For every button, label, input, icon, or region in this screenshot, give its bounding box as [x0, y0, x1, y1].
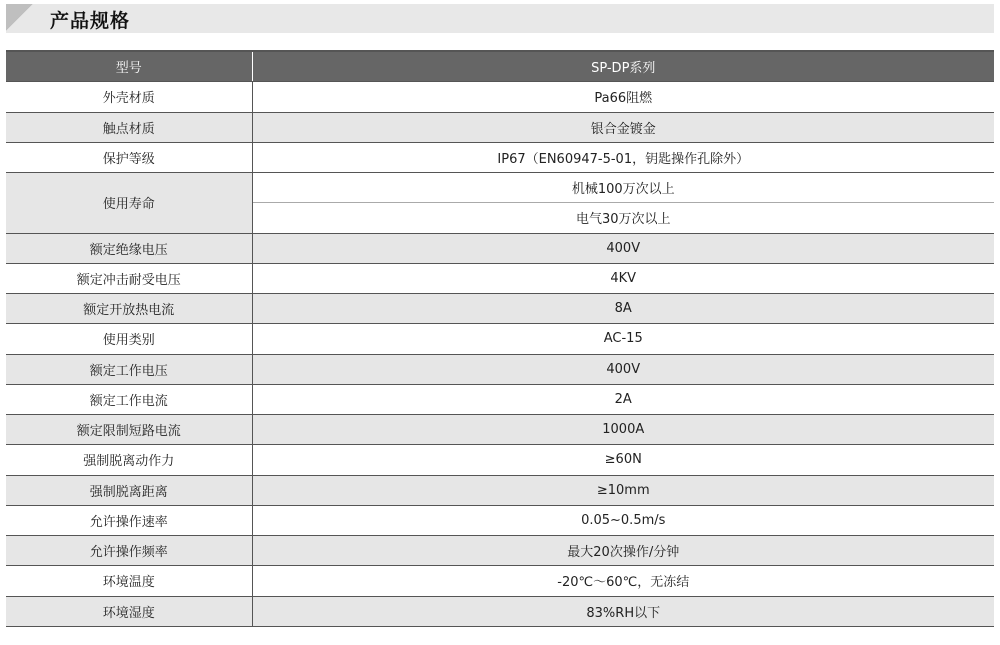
- row-label: 额定工作电流: [6, 384, 252, 414]
- row-value: 400V: [252, 233, 994, 263]
- row-label: 允许操作频率: [6, 536, 252, 566]
- row-label: 额定工作电压: [6, 354, 252, 384]
- row-value: 2A: [252, 384, 994, 414]
- row-label: 强制脱离距离: [6, 475, 252, 505]
- table-row: [6, 445, 994, 475]
- table-row: [6, 233, 994, 263]
- header-model-value: SP-DP系列: [252, 52, 994, 82]
- row-value: 4KV: [252, 263, 994, 293]
- table-row: [6, 536, 994, 566]
- row-value: 机械100万次以上: [252, 173, 994, 203]
- row-label: 环境湿度: [6, 596, 252, 626]
- table-row: [6, 384, 994, 414]
- row-label: 额定限制短路电流: [6, 415, 252, 445]
- table-row: [6, 415, 994, 445]
- row-label: 触点材质: [6, 112, 252, 142]
- row-value: ≥60N: [252, 445, 994, 475]
- table-row: [6, 112, 994, 142]
- title-decoration-icon: [6, 4, 36, 33]
- table-row: [6, 82, 994, 112]
- table-row: [6, 324, 994, 354]
- row-label: 额定开放热电流: [6, 294, 252, 324]
- row-label: 允许操作速率: [6, 505, 252, 535]
- row-value: 0.05~0.5m/s: [252, 505, 994, 535]
- row-value: 最大20次操作/分钟: [252, 536, 994, 566]
- row-value: ≥10mm: [252, 475, 994, 505]
- row-value: -20℃～60℃，无冻结: [252, 566, 994, 596]
- row-label: 使用寿命: [6, 173, 252, 234]
- table-row: [6, 475, 994, 505]
- table-header-row: [6, 52, 994, 82]
- table-row: [6, 263, 994, 293]
- section-title-bar: [6, 4, 994, 33]
- table-row: [6, 294, 994, 324]
- row-label: 额定冲击耐受电压: [6, 263, 252, 293]
- row-value: IP67（EN60947-5-01，钥匙操作孔除外）: [252, 142, 994, 172]
- spec-table: [6, 52, 994, 627]
- header-model-label: 型号: [6, 52, 252, 82]
- row-value: 电气30万次以上: [252, 203, 994, 233]
- row-value: 8A: [252, 294, 994, 324]
- row-label: 外壳材质: [6, 82, 252, 112]
- section-title: 产品规格: [50, 10, 131, 32]
- row-value: 83%RH以下: [252, 596, 994, 626]
- row-label: 使用类别: [6, 324, 252, 354]
- table-row: [6, 596, 994, 626]
- table-row: [6, 142, 994, 172]
- table-row: [6, 505, 994, 535]
- row-value: 银合金镀金: [252, 112, 994, 142]
- row-label: 额定绝缘电压: [6, 233, 252, 263]
- row-value: AC-15: [252, 324, 994, 354]
- row-label: 强制脱离动作力: [6, 445, 252, 475]
- row-value: 1000A: [252, 415, 994, 445]
- row-value: 400V: [252, 354, 994, 384]
- table-row: [6, 566, 994, 596]
- row-value: Pa66阻燃: [252, 82, 994, 112]
- table-row: [6, 354, 994, 384]
- row-label: 环境温度: [6, 566, 252, 596]
- table-row: [6, 173, 994, 203]
- row-label: 保护等级: [6, 142, 252, 172]
